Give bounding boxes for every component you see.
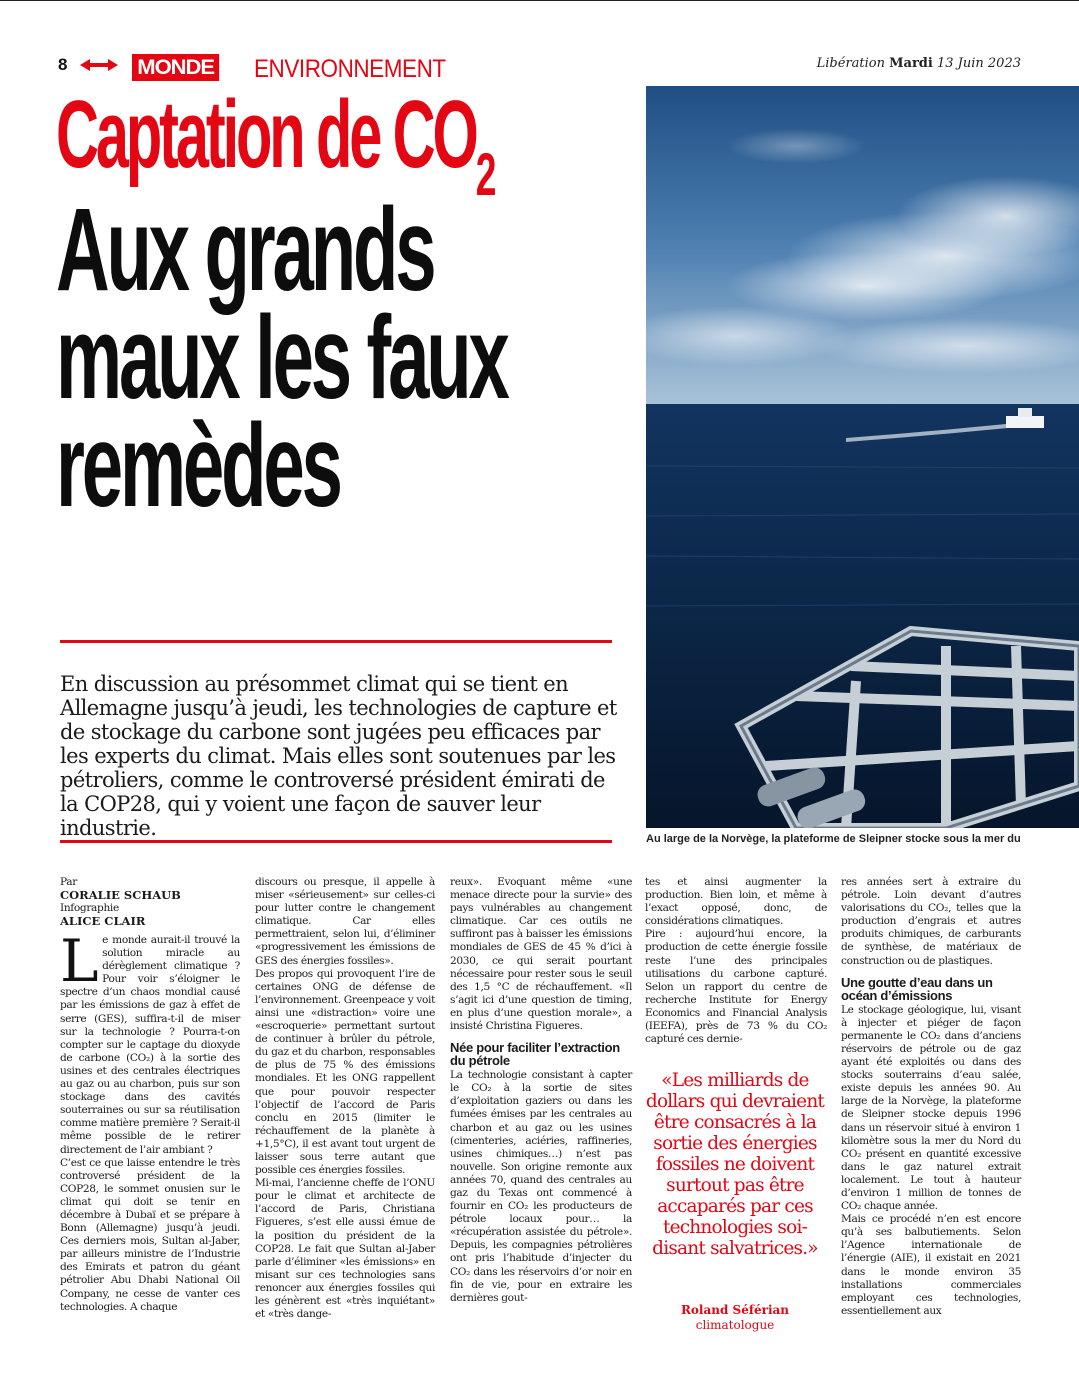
body-paragraph: Pire : aujourd’hui encore, la production de cette énergie fossile reste l’une des principales utilisations du carbone capturé. Selon un rapport du centre de recherche Institute for Energy Economics and Financial Analysis (IEEFA), près de 73 % du CO₂ capturé ces dernie- xyxy=(645,928,827,1046)
lede-rule xyxy=(60,840,612,843)
body-column-4 xyxy=(645,876,827,1046)
body-paragraph: reux». Evoquant même «une menace directe pour la survie» des pays vulnérables au changement climatique. Car ces outils ne suffiront pas à baisser les émissions mondiales de GES de 45 % d’ici à 2030, ce qui serait pourtant nécessaire pour rester sous le seuil des 1,5 °C de réchauffement. «Il s’agit ici d’une question de timing, en plus d’une question morale», a insisté Christina Figueres. xyxy=(450,876,632,1033)
page-number: 8 xyxy=(58,55,68,74)
masthead xyxy=(817,56,1021,71)
headline-line-2: maux les faux xyxy=(56,292,507,424)
pull-quote-role: climatologue xyxy=(695,1318,775,1332)
body-paragraph: Le monde aurait-il trouvé la solution miracle au dérèglement climatique ? Pour voir s’éloigner le spectre d’un chaos mondial causé par les émissions de gaz à effet de serre (GES), suffira-t-il de miser sur la technologie ? Pourra-t-on compter sur le captage du dioxyde de carbone (CO₂) à la sortie des usines et des centrales électriques au gaz ou au charbon, puis sur son stockage dans des cavités souterraines ou sur sa réutilisation comme matière première ? Serait-il même possible de le retirer directement de l’air ambiant ? xyxy=(60,927,240,1156)
body-paragraph: C’est ce que laisse entendre le très controversé président de la COP28, le sommet onusien sur le climat qui doit se tenir en décembre à Dubaï et se prépare à Bonn (Allemagne) jusqu’à jeudi. Ces derniers mois, Sultan al-Jaber, par ailleurs ministre de l’Industrie des Emirats et patron du géant pétrolier Abu Dhabi National Oil Company, ne cesse de vanter ces technologies. A chaque xyxy=(60,1156,240,1313)
pull-quote-author: Roland Séférian xyxy=(680,1303,790,1317)
article-lede: En discussion au présommet climat qui se tient en Allemagne jusqu’à jeudi, les technologies de capture et de stockage du carbone sont jugées peu efficaces par les experts du climat. Mais elles sont soutenues par les pétroliers, comme le controversé président émirati de la COP28, qui y voient une façon de sauver leur industrie. xyxy=(60,672,617,840)
body-column-1 xyxy=(60,876,240,1314)
pull-quote: «Les milliards de dollars qui devraient être consacrés à la sortie des énergies fossiles ne doivent surtout pas être accaparés par ces technologies soi-disant salvatrices.» xyxy=(645,1070,825,1259)
body-paragraph: Mi-mai, l’ancienne cheffe de l’ONU pour le climat et architecte de l’accord de Paris, Christiana Figueres, s’est elle aussi émue de la position du président de la COP28. Le fait que Sultan al-Jaber parle d’éliminer «les émissions» en misant sur ces technologies sans renoncer aux énergies fossiles qui les génèrent est «très inquiétant» et «très dange- xyxy=(255,1177,435,1321)
double-arrow-icon xyxy=(80,59,118,71)
body-column-2 xyxy=(255,876,435,1321)
section-rubric: MONDE xyxy=(132,54,219,81)
publication-name: Libération xyxy=(816,56,885,71)
body-paragraph: tes et ainsi augmenter la production. Bien loin, et même à l’exact opposé, donc, de considérations climatiques. xyxy=(645,876,827,928)
byline-infographie: Infographie xyxy=(60,902,119,914)
body-paragraph: res années sert à extraire du pétrole. Loin devant d’autres valorisations du CO₂, telles que la production d’engrais et autres produits chimiques, de carburants de synthèse, de matériaux de construction ou de plastiques. xyxy=(841,876,1021,967)
headline-main xyxy=(56,184,507,532)
headline-line-3: remèdes xyxy=(56,400,340,532)
section-subrubric: ENVIRONNEMENT xyxy=(254,55,446,83)
body-paragraph: Le stockage géologique, lui, visant à injecter et piéger de façon permanente le CO₂ dans d’anciens réservoirs de pétrole ou de gaz ayant été exploités ou dans des stocks souterrains d’eau salée, existe depuis les années 90. Au large de la Norvège, la plateforme de Sleipner stocke depuis 1996 dans un réservoir situé à environ 1 kilomètre sous la mer du Nord du CO₂ présent en quantité excessive dans le gaz naturel extrait localement. Le tout à hauteur d’environ 1 million de tonnes de CO₂ chaque année. xyxy=(841,1003,1021,1213)
issue-date: 13 Juin 2023 xyxy=(936,56,1021,71)
article-photo xyxy=(646,86,1079,828)
byline-par: Par xyxy=(60,876,77,888)
body-paragraph: discours ou presque, il appelle à miser «sérieusement» sur celles-ci pour lutter contre le changement climatique. Car elles permettraient, selon lui, d’éliminer «progressivement les émissions de GES des énergies fossiles». xyxy=(255,876,435,967)
body-paragraph: Mais ce procédé n’en est encore qu’à ses balbutiements. Selon l’Agence internationale de l’énergie (AIE), il existait en 2021 dans le monde environ 35 installations commerciales employant ces technologies, essentiellement aux xyxy=(841,1213,1021,1317)
issue-day: Mardi xyxy=(889,56,933,71)
headline-topic: Captation de $CO_2$ xyxy=(56,81,497,208)
body-paragraph: La technologie consistant à capter le CO₂ à la sortie de sites d’exploitation gaziers ou dans les fumées émises par les centrales au charbon et au gaz ou les usines (cimenteries, aciéries, raffineries, usines chimiques…) n’est pas nouvelle. Son origine remonte aux années 70, quand des centrales au gaz du Texas ont commencé à fournir en CO₂ les producteurs de pétrole locaux pour… la «récupération assistée du pétrole». Depuis, les compagnies pétrolières ont pris l’habitude d’injecter du CO₂ dans les réservoirs d’or noir en fin de vie, pour en extraire les dernières gout- xyxy=(450,1069,632,1304)
intertitle: Née pour faciliter l’extraction du pétrole xyxy=(450,1040,620,1069)
headline-line-1: Aux grands xyxy=(56,184,434,316)
byline-infographer: ALICE CLAIR xyxy=(60,914,146,928)
body-paragraph: Des propos qui provoquent l’ire de certaines ONG de défense de l’environnement. Greenpeace y voit ainsi une «distraction» voire une «escroquerie» permettant surtout de continuer à brûler du pétrole, du gaz et du charbon, responsables de plus de 75 % des émissions mondiales. Et les ONG rappellent que pour pouvoir respecter l’objectif de l’accord de Paris conclu en 2015 (limiter le réchauffement de la planète à +1,5°C), il est avant tout urgent de laisser sous terre autant que possible ces énergies fossiles. xyxy=(255,967,435,1177)
top-rule xyxy=(0,0,1079,1)
headline-rule xyxy=(60,640,612,643)
photo-caption: Au large de la Norvège, la plateforme de Sleipner stocke sous la mer du xyxy=(646,833,1021,845)
body-column-5 xyxy=(841,876,1021,1318)
body-column-3 xyxy=(450,876,632,1305)
intertitle: Une goutte d’eau dans un océan d’émissions xyxy=(841,974,993,1003)
drop-cap: L xyxy=(60,927,99,995)
byline-author: CORALIE SCHAUB xyxy=(60,888,181,902)
